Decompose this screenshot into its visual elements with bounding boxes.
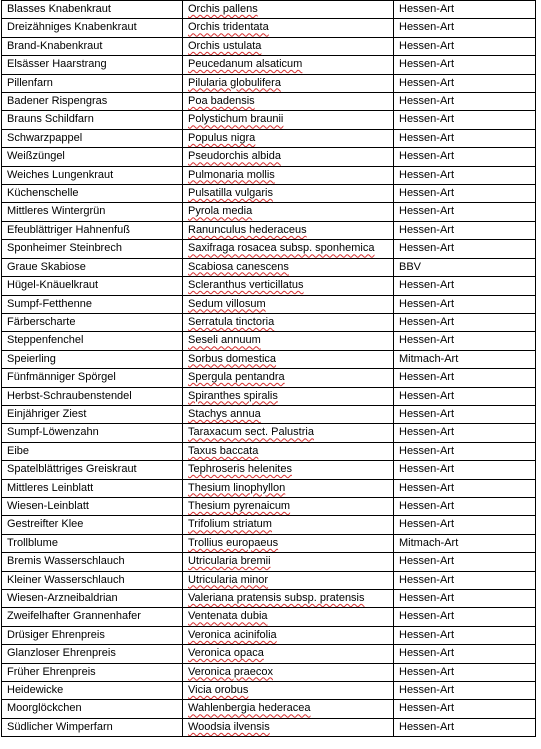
table-row xyxy=(2,350,536,368)
latin-name-cell[interactable] xyxy=(183,516,394,534)
latin-name-cell[interactable] xyxy=(183,645,394,663)
german-name-text: Einjähriger Ziest xyxy=(7,407,87,420)
status-cell[interactable] xyxy=(394,111,536,129)
status-cell[interactable] xyxy=(394,590,536,608)
status-cell[interactable] xyxy=(394,277,536,295)
german-name-cell[interactable] xyxy=(2,185,183,203)
status-text: Hessen-Art xyxy=(399,628,455,641)
latin-name-text: Poa badensis xyxy=(188,95,255,108)
status-text: Hessen-Art xyxy=(399,389,455,402)
german-name-cell[interactable] xyxy=(2,332,183,350)
german-name-cell[interactable] xyxy=(2,718,183,736)
german-name-cell[interactable] xyxy=(2,129,183,147)
status-cell[interactable] xyxy=(394,424,536,442)
german-name-cell[interactable] xyxy=(2,240,183,258)
status-cell[interactable] xyxy=(394,56,536,74)
german-name-cell[interactable] xyxy=(2,148,183,166)
latin-name-cell[interactable] xyxy=(183,258,394,276)
german-name-text: Trollblume xyxy=(7,536,58,549)
latin-name-text: Pyrola media xyxy=(188,205,253,218)
latin-name-cell[interactable] xyxy=(183,74,394,92)
latin-name-text: Sorbus domestica xyxy=(188,352,277,365)
latin-name-cell[interactable] xyxy=(183,332,394,350)
german-name-cell[interactable] xyxy=(2,387,183,405)
table-row xyxy=(2,93,536,111)
table-row xyxy=(2,516,536,534)
german-name-text: Brauns Schildfarn xyxy=(7,113,94,126)
table-row xyxy=(2,277,536,295)
status-text: Hessen-Art xyxy=(399,444,455,457)
table-row xyxy=(2,1,536,19)
status-cell[interactable] xyxy=(394,369,536,387)
status-text: Hessen-Art xyxy=(399,242,455,255)
status-text: Hessen-Art xyxy=(399,684,455,697)
status-cell[interactable] xyxy=(394,350,536,368)
latin-name-text: Orchis pallens xyxy=(188,3,258,15)
status-text: Hessen-Art xyxy=(399,150,455,163)
status-cell[interactable] xyxy=(394,387,536,405)
latin-name-cell[interactable] xyxy=(183,718,394,736)
status-text: Hessen-Art xyxy=(399,371,455,384)
status-text: Hessen-Art xyxy=(399,518,455,531)
german-name-text: Drüsiger Ehrenpreis xyxy=(7,628,105,641)
latin-name-text: Vicia orobus xyxy=(188,684,249,697)
status-text: Hessen-Art xyxy=(399,407,455,420)
latin-name-cell[interactable] xyxy=(183,221,394,239)
latin-name-text: Polystichum braunii xyxy=(188,113,284,126)
latin-name-text: Scleranthus verticillatus xyxy=(188,279,304,292)
latin-name-text: Trifolium striatum xyxy=(188,518,272,531)
status-cell[interactable] xyxy=(394,645,536,663)
table-row xyxy=(2,295,536,313)
german-name-text: Weißzüngel xyxy=(7,150,65,163)
latin-name-text: Stachys annua xyxy=(188,407,261,420)
latin-name-text: Trollius europaeus xyxy=(188,536,279,549)
table-row xyxy=(2,442,536,460)
table-row xyxy=(2,19,536,37)
latin-name-text: Ventenata dubia xyxy=(188,610,268,623)
latin-name-cell[interactable] xyxy=(183,19,394,37)
german-name-cell[interactable] xyxy=(2,497,183,515)
status-cell[interactable] xyxy=(394,479,536,497)
german-name-cell[interactable] xyxy=(2,590,183,608)
german-name-text: Zweifelhafter Grannenhafer xyxy=(7,610,141,623)
german-name-cell[interactable] xyxy=(2,350,183,368)
german-name-text: Heidewicke xyxy=(7,684,64,697)
german-name-cell[interactable] xyxy=(2,295,183,313)
german-name-cell[interactable] xyxy=(2,442,183,460)
latin-name-text: Pulmonaria mollis xyxy=(188,168,275,181)
latin-name-text: Ranunculus hederaceus xyxy=(188,223,307,236)
status-cell[interactable] xyxy=(394,553,536,571)
status-text: Hessen-Art xyxy=(399,279,455,292)
table-row xyxy=(2,37,536,55)
latin-name-cell[interactable] xyxy=(183,56,394,74)
german-name-text: Kleiner Wasserschlauch xyxy=(7,573,125,586)
status-text: Hessen-Art xyxy=(399,187,455,200)
german-name-cell[interactable] xyxy=(2,277,183,295)
latin-name-text: Thesium pyrenaicum xyxy=(188,499,291,512)
table-row xyxy=(2,590,536,608)
status-text: Hessen-Art xyxy=(399,499,455,512)
german-name-text: Wiesen-Arzneibaldrian xyxy=(7,592,118,604)
latin-name-text: Woodsia ilvensis xyxy=(188,720,270,733)
german-name-text: Elsässer Haarstrang xyxy=(7,58,107,71)
german-name-text: Efeublättriger Hahnenfuß xyxy=(7,223,130,236)
latin-name-cell[interactable] xyxy=(183,313,394,331)
latin-name-text: Veronica opaca xyxy=(188,647,264,660)
latin-name-text: Wahlenbergia hederacea xyxy=(188,702,311,715)
table-row xyxy=(2,405,536,423)
status-text: Hessen-Art xyxy=(399,481,455,494)
status-text: Hessen-Art xyxy=(399,573,455,586)
status-cell[interactable] xyxy=(394,442,536,460)
latin-name-cell[interactable] xyxy=(183,240,394,258)
german-name-text: Sumpf-Fetthenne xyxy=(7,297,92,310)
latin-name-text: Sedum villosum xyxy=(188,297,266,310)
latin-name-cell[interactable] xyxy=(183,497,394,515)
german-name-text: Brand-Knabenkraut xyxy=(7,39,103,52)
table-row xyxy=(2,258,536,276)
latin-name-cell[interactable] xyxy=(183,166,394,184)
latin-name-cell[interactable] xyxy=(183,479,394,497)
german-name-cell[interactable] xyxy=(2,258,183,276)
latin-name-cell[interactable] xyxy=(183,571,394,589)
table-row xyxy=(2,203,536,221)
german-name-cell[interactable] xyxy=(2,608,183,626)
status-cell[interactable] xyxy=(394,19,536,37)
status-cell[interactable] xyxy=(394,37,536,55)
species-table-body xyxy=(2,1,536,737)
german-name-text: Färberscharte xyxy=(7,315,76,328)
latin-name-text: Populus nigra xyxy=(188,131,256,144)
latin-name-cell[interactable] xyxy=(183,369,394,387)
status-text: Hessen-Art xyxy=(399,610,455,623)
table-row xyxy=(2,56,536,74)
latin-name-cell[interactable] xyxy=(183,590,394,608)
german-name-cell[interactable] xyxy=(2,645,183,663)
table-row xyxy=(2,553,536,571)
latin-name-text: Valeriana pratensis subsp. pratensis xyxy=(188,592,365,604)
german-name-cell[interactable] xyxy=(2,663,183,681)
latin-name-text: Taxus baccata xyxy=(188,444,259,457)
status-cell[interactable] xyxy=(394,461,536,479)
latin-name-cell[interactable] xyxy=(183,129,394,147)
latin-name-cell[interactable] xyxy=(183,608,394,626)
status-cell[interactable] xyxy=(394,700,536,718)
status-text: Hessen-Art xyxy=(399,665,455,678)
german-name-text: Sponheimer Steinbrech xyxy=(7,242,122,255)
german-name-cell[interactable] xyxy=(2,700,183,718)
status-text: Hessen-Art xyxy=(399,702,455,715)
latin-name-text: Orchis tridentata xyxy=(188,21,269,34)
table-row xyxy=(2,663,536,681)
german-name-text: Mittleres Wintergrün xyxy=(7,205,106,218)
german-name-cell[interactable] xyxy=(2,203,183,221)
german-name-text: Blasses Knabenkraut xyxy=(7,3,111,15)
german-name-text: Graue Skabiose xyxy=(7,260,86,273)
latin-name-text: Seseli annuum xyxy=(188,334,261,347)
status-text: Hessen-Art xyxy=(399,76,455,89)
german-name-text: Fünfmänniger Spörgel xyxy=(7,371,116,384)
latin-name-cell[interactable] xyxy=(183,350,394,368)
status-cell[interactable] xyxy=(394,332,536,350)
status-text: Hessen-Art xyxy=(399,58,455,71)
german-name-text: Südlicher Wimperfarn xyxy=(7,720,113,733)
status-text: Hessen-Art xyxy=(399,297,455,310)
status-cell[interactable] xyxy=(394,148,536,166)
status-text: Hessen-Art xyxy=(399,647,455,660)
table-row xyxy=(2,497,536,515)
table-row xyxy=(2,718,536,736)
status-cell[interactable] xyxy=(394,258,536,276)
latin-name-text: Saxifraga rosacea subsp. sponhemica xyxy=(188,242,375,255)
german-name-text: Dreizähniges Knabenkraut xyxy=(7,21,137,34)
status-text: Hessen-Art xyxy=(399,39,455,52)
latin-name-text: Orchis ustulata xyxy=(188,39,262,52)
german-name-text: Moorglöckchen xyxy=(7,702,82,715)
status-cell[interactable] xyxy=(394,718,536,736)
table-row xyxy=(2,313,536,331)
table-row xyxy=(2,534,536,552)
german-name-text: Steppenfenchel xyxy=(7,334,84,347)
status-cell[interactable] xyxy=(394,405,536,423)
status-cell[interactable] xyxy=(394,74,536,92)
species-table xyxy=(1,0,536,737)
status-text: Hessen-Art xyxy=(399,426,455,439)
german-name-cell[interactable] xyxy=(2,19,183,37)
status-cell[interactable] xyxy=(394,203,536,221)
latin-name-cell[interactable] xyxy=(183,663,394,681)
german-name-text: Pillenfarn xyxy=(7,76,53,89)
status-cell[interactable] xyxy=(394,608,536,626)
table-row xyxy=(2,129,536,147)
latin-name-cell[interactable] xyxy=(183,682,394,700)
status-cell[interactable] xyxy=(394,240,536,258)
german-name-text: Glanzloser Ehrenpreis xyxy=(7,647,116,660)
latin-name-cell[interactable] xyxy=(183,295,394,313)
status-cell[interactable] xyxy=(394,129,536,147)
german-name-cell[interactable] xyxy=(2,74,183,92)
latin-name-cell[interactable] xyxy=(183,37,394,55)
german-name-cell[interactable] xyxy=(2,424,183,442)
status-text: Hessen-Art xyxy=(399,223,455,236)
latin-name-text: Spergula pentandra xyxy=(188,371,285,384)
status-text: Hessen-Art xyxy=(399,720,455,733)
latin-name-cell[interactable] xyxy=(183,442,394,460)
latin-name-cell[interactable] xyxy=(183,534,394,552)
table-row xyxy=(2,700,536,718)
latin-name-cell[interactable] xyxy=(183,424,394,442)
table-row xyxy=(2,682,536,700)
latin-name-text: Pilularia globulifera xyxy=(188,76,281,89)
status-cell[interactable] xyxy=(394,663,536,681)
latin-name-cell[interactable] xyxy=(183,111,394,129)
latin-name-cell[interactable] xyxy=(183,277,394,295)
latin-name-text: Taraxacum sect. Palustria xyxy=(188,426,314,439)
status-cell[interactable] xyxy=(394,497,536,515)
latin-name-cell[interactable] xyxy=(183,405,394,423)
german-name-text: Sumpf-Löwenzahn xyxy=(7,426,99,439)
latin-name-text: Scabiosa canescens xyxy=(188,260,289,273)
status-cell[interactable] xyxy=(394,221,536,239)
german-name-cell[interactable] xyxy=(2,534,183,552)
latin-name-cell[interactable] xyxy=(183,387,394,405)
latin-name-cell[interactable] xyxy=(183,461,394,479)
latin-name-text: Thesium linophyllon xyxy=(188,481,286,494)
german-name-cell[interactable] xyxy=(2,626,183,644)
german-name-text: Herbst-Schraubenstendel xyxy=(7,389,132,402)
status-cell[interactable] xyxy=(394,185,536,203)
german-name-text: Spatelblättriges Greiskraut xyxy=(7,463,137,476)
table-row xyxy=(2,166,536,184)
latin-name-cell[interactable] xyxy=(183,93,394,111)
latin-name-cell[interactable] xyxy=(183,1,394,19)
latin-name-cell[interactable] xyxy=(183,553,394,571)
german-name-cell[interactable] xyxy=(2,56,183,74)
status-cell[interactable] xyxy=(394,516,536,534)
status-cell[interactable] xyxy=(394,626,536,644)
status-text: Mitmach-Art xyxy=(399,352,459,365)
latin-name-text: Pseudorchis albida xyxy=(188,150,281,163)
german-name-text: Mittleres Leinblatt xyxy=(7,481,94,494)
table-row xyxy=(2,424,536,442)
status-cell[interactable] xyxy=(394,93,536,111)
status-text: Hessen-Art xyxy=(399,315,455,328)
table-row xyxy=(2,221,536,239)
status-text: Hessen-Art xyxy=(399,334,455,347)
table-row xyxy=(2,74,536,92)
status-cell[interactable] xyxy=(394,313,536,331)
german-name-cell[interactable] xyxy=(2,479,183,497)
status-text: Hessen-Art xyxy=(399,131,455,144)
german-name-cell[interactable] xyxy=(2,369,183,387)
german-name-cell[interactable] xyxy=(2,553,183,571)
table-row xyxy=(2,111,536,129)
german-name-cell[interactable] xyxy=(2,405,183,423)
table-row xyxy=(2,479,536,497)
table-row xyxy=(2,608,536,626)
german-name-cell[interactable] xyxy=(2,111,183,129)
table-row xyxy=(2,148,536,166)
german-name-cell[interactable] xyxy=(2,682,183,700)
table-row xyxy=(2,461,536,479)
status-text: Hessen-Art xyxy=(399,555,455,568)
latin-name-text: Tephroseris helenites xyxy=(188,463,292,476)
table-row xyxy=(2,185,536,203)
german-name-text: Gestreifter Klee xyxy=(7,518,84,531)
latin-name-text: Veronica acinifolia xyxy=(188,628,277,641)
german-name-cell[interactable] xyxy=(2,166,183,184)
german-name-text: Eibe xyxy=(7,444,30,457)
status-text: Hessen-Art xyxy=(399,592,455,604)
status-text: Hessen-Art xyxy=(399,3,455,15)
latin-name-cell[interactable] xyxy=(183,185,394,203)
german-name-cell[interactable] xyxy=(2,571,183,589)
latin-name-cell[interactable] xyxy=(183,700,394,718)
status-text: Mitmach-Art xyxy=(399,536,459,549)
table-row xyxy=(2,332,536,350)
latin-name-text: Peucedanum alsaticum xyxy=(188,58,303,71)
latin-name-text: Veronica praecox xyxy=(188,665,273,678)
german-name-cell[interactable] xyxy=(2,461,183,479)
german-name-text: Früher Ehrenpreis xyxy=(7,665,96,678)
german-name-cell[interactable] xyxy=(2,1,183,19)
table-row xyxy=(2,369,536,387)
latin-name-text: Utricularia minor xyxy=(188,573,269,586)
status-cell[interactable] xyxy=(394,295,536,313)
german-name-text: Badener Rispengras xyxy=(7,95,108,108)
latin-name-cell[interactable] xyxy=(183,626,394,644)
latin-name-text: Utricularia bremii xyxy=(188,555,271,568)
latin-name-cell[interactable] xyxy=(183,148,394,166)
latin-name-text: Serratula tinctoria xyxy=(188,315,275,328)
german-name-text: Schwarzpappel xyxy=(7,131,83,144)
latin-name-cell[interactable] xyxy=(183,203,394,221)
table-row xyxy=(2,626,536,644)
german-name-text: Hügel-Knäuelkraut xyxy=(7,279,99,292)
status-cell[interactable] xyxy=(394,1,536,19)
german-name-text: Bremis Wasserschlauch xyxy=(7,555,125,568)
status-cell[interactable] xyxy=(394,534,536,552)
latin-name-text: Pulsatilla vulgaris xyxy=(188,187,273,200)
latin-name-text: Spiranthes spiralis xyxy=(188,389,278,402)
table-row xyxy=(2,387,536,405)
status-text: BBV xyxy=(399,260,422,273)
status-text: Hessen-Art xyxy=(399,168,455,181)
german-name-text: Weiches Lungenkraut xyxy=(7,168,114,181)
german-name-text: Speierling xyxy=(7,352,56,365)
german-name-cell[interactable] xyxy=(2,221,183,239)
table-row xyxy=(2,240,536,258)
status-text: Hessen-Art xyxy=(399,205,455,218)
status-text: Hessen-Art xyxy=(399,463,455,476)
status-cell[interactable] xyxy=(394,571,536,589)
status-text: Hessen-Art xyxy=(399,21,455,34)
german-name-cell[interactable] xyxy=(2,37,183,55)
status-text: Hessen-Art xyxy=(399,113,455,126)
status-text: Hessen-Art xyxy=(399,95,455,108)
status-cell[interactable] xyxy=(394,166,536,184)
german-name-cell[interactable] xyxy=(2,93,183,111)
german-name-cell[interactable] xyxy=(2,516,183,534)
german-name-text: Küchenschelle xyxy=(7,187,79,200)
german-name-cell[interactable] xyxy=(2,313,183,331)
table-row xyxy=(2,571,536,589)
table-row xyxy=(2,645,536,663)
status-cell[interactable] xyxy=(394,682,536,700)
german-name-text: Wiesen-Leinblatt xyxy=(7,499,89,512)
